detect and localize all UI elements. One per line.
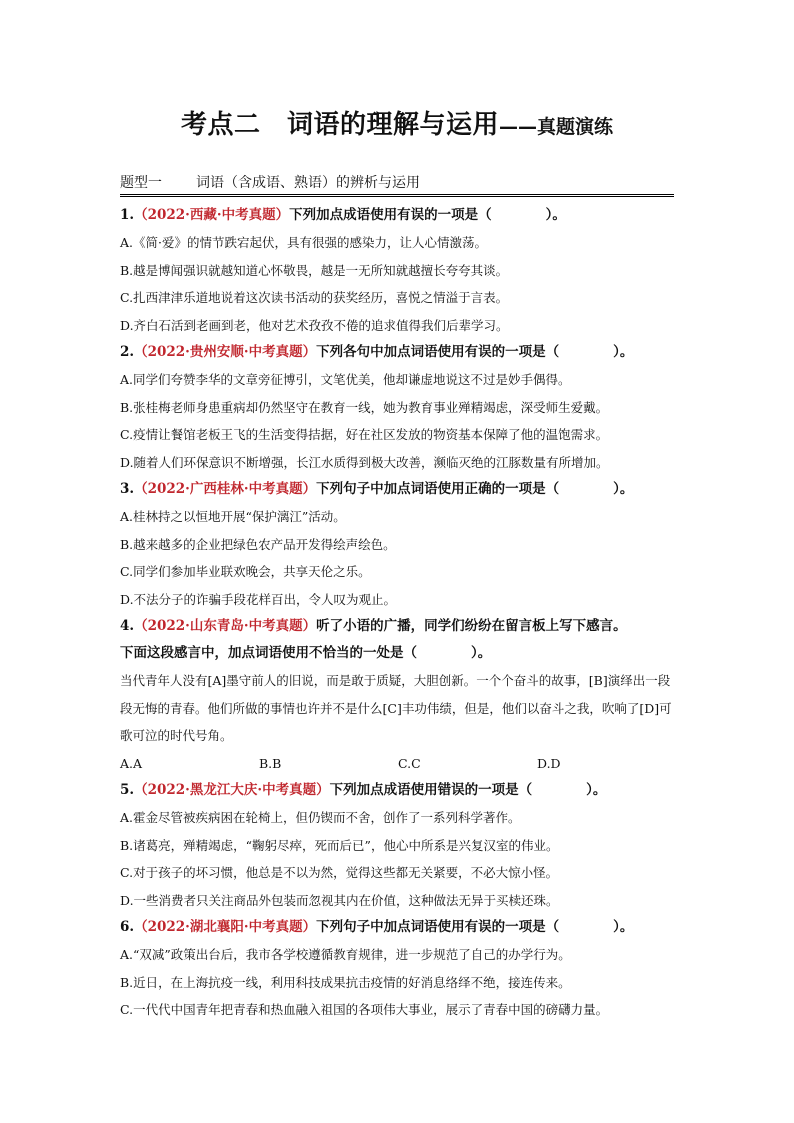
- question-source: （2022·山东青岛·中考真题）: [134, 618, 317, 634]
- option-b: B.诸葛亮，殚精竭虑，“鞠躬尽瘁，死而后已”，他心中所系是兴复汉室的伟业。: [120, 837, 559, 853]
- question-5: [120, 777, 680, 914]
- question-source: （2022·湖北襄阳·中考真题）: [134, 919, 317, 935]
- question-stem: 6.（2022·湖北襄阳·中考真题）下列句子中加点词语使用有误的一项是（ ）。: [120, 919, 634, 935]
- question-passage: 当代青年人没有[A]墨守前人的旧说，而是敢于质疑，大胆创新。一个个奋斗的故事，[B]演绎出一段段无悔的青春。他们所做的事情也许并不是什么[C]丰功伟绩，但是，他们以奋斗之我，吹响了[D]可歌可泣的时代号角。: [120, 673, 672, 743]
- option-c: C.扎西津津乐道地说着这次读书活动的获奖经历，喜悦之情溢于言表。: [120, 290, 509, 305]
- option-a: A.《简·爱》的情节跌宕起伏，具有很强的感染力，让人心情激荡。: [120, 235, 487, 250]
- option-b: B.近日，在上海抗疫一线，利用科技成果抗击疫情的好消息络绎不绝，接连传来。: [120, 974, 571, 990]
- choice-row: [120, 750, 680, 778]
- choice-d: D.D: [537, 755, 561, 771]
- option-b: B.越是博闻强识就越知道心怀敬畏，越是一无所知就越擅长夸夸其谈。: [120, 262, 509, 278]
- option-c: C.疫情让餐馆老板王飞的生活变得拮据，好在社区发放的物资基本保障了他的温饱需求。: [120, 427, 609, 442]
- question-6: [120, 914, 680, 1024]
- option-b: B.越来越多的企业把绿色农产品开发得绘声绘色。: [120, 536, 396, 552]
- option-d: D.一些消费者只关注商品外包装而忽视其内在价值，这种做法无异于买椟还珠。: [120, 892, 559, 908]
- choice-c: C.C: [398, 755, 421, 771]
- question-stem: 1.（2022·西藏·中考真题）下列加点成语使用有误的一项是（ ）。: [120, 207, 566, 223]
- option-a: A.桂林持之以恒地开展“保护漓江”活动。: [120, 509, 346, 524]
- title-main: 考点二 词语的理解与运用: [180, 110, 499, 140]
- question-stem-continued: 下面这段感言中，加点词语使用不恰当的一处是（ ）。: [120, 645, 492, 661]
- question-stem: 2.（2022·贵州安顺·中考真题）下列各句中加点词语使用有误的一项是（ ）。: [120, 344, 634, 360]
- choice-a: A.A: [120, 755, 143, 771]
- question-1: [120, 202, 680, 339]
- option-d: D.随着人们环保意识不断增强，长江水质得到极大改善，濒临灭绝的江豚数量有所增加。: [120, 454, 609, 470]
- section-heading: [120, 172, 674, 197]
- option-a: A.霍金尽管被疾病困在轮椅上，但仍锲而不舍，创作了一系列科学著作。: [120, 810, 521, 825]
- section-type: 题型一: [120, 175, 162, 191]
- choice-b: B.B: [259, 755, 282, 771]
- question-stem: 4.（2022·山东青岛·中考真题）听了小语的广播，同学们纷纷在留言板上写下感言。: [120, 618, 627, 634]
- option-c: C.一代代中国青年把青春和热血融入祖国的各项伟大事业，展示了青春中国的磅礴力量。: [120, 1002, 609, 1017]
- option-c: C.对于孩子的坏习惯，他总是不以为然，觉得这些都无关紧要，不必大惊小怪。: [120, 865, 559, 880]
- question-3: [120, 476, 680, 613]
- question-source: （2022·贵州安顺·中考真题）: [134, 344, 317, 360]
- option-d: D.不法分子的诈骗手段花样百出，令人叹为观止。: [120, 591, 397, 607]
- question-stem: 5.（2022·黑龙江大庆·中考真题）下列加点成语使用错误的一项是（ ）。: [120, 782, 607, 798]
- page-title: [0, 104, 794, 141]
- question-source: （2022·广西桂林·中考真题）: [134, 481, 317, 497]
- title-sub: ——真题演练: [499, 116, 614, 138]
- question-2: [120, 339, 680, 476]
- question-source: （2022·西藏·中考真题）: [134, 207, 290, 223]
- question-stem: 3.（2022·广西桂林·中考真题）下列句子中加点词语使用正确的一项是（ ）。: [120, 481, 634, 497]
- section-name: 词语（含成语、熟语）的辨析与运用: [196, 175, 420, 191]
- option-c: C.同学们参加毕业联欢晚会，共享天伦之乐。: [120, 564, 371, 579]
- option-d: D.齐白石活到老画到老，他对艺术孜孜不倦的追求值得我们后辈学习。: [120, 317, 509, 333]
- question-list: [120, 202, 680, 1024]
- option-b: B.张桂梅老师身患重病却仍然坚守在教育一线，她为教育事业殚精竭虑，深受师生爱戴。: [120, 399, 609, 415]
- question-4: [120, 613, 680, 777]
- option-a: A.“双减”政策出台后，我市各学校遵循教育规律，进一步规范了自己的办学行为。: [120, 947, 571, 962]
- option-a: A.同学们夸赞李华的文章旁征博引，文笔优美，他却谦虚地说这不过是妙手偶得。: [120, 372, 571, 387]
- question-source: （2022·黑龙江大庆·中考真题）: [134, 782, 330, 798]
